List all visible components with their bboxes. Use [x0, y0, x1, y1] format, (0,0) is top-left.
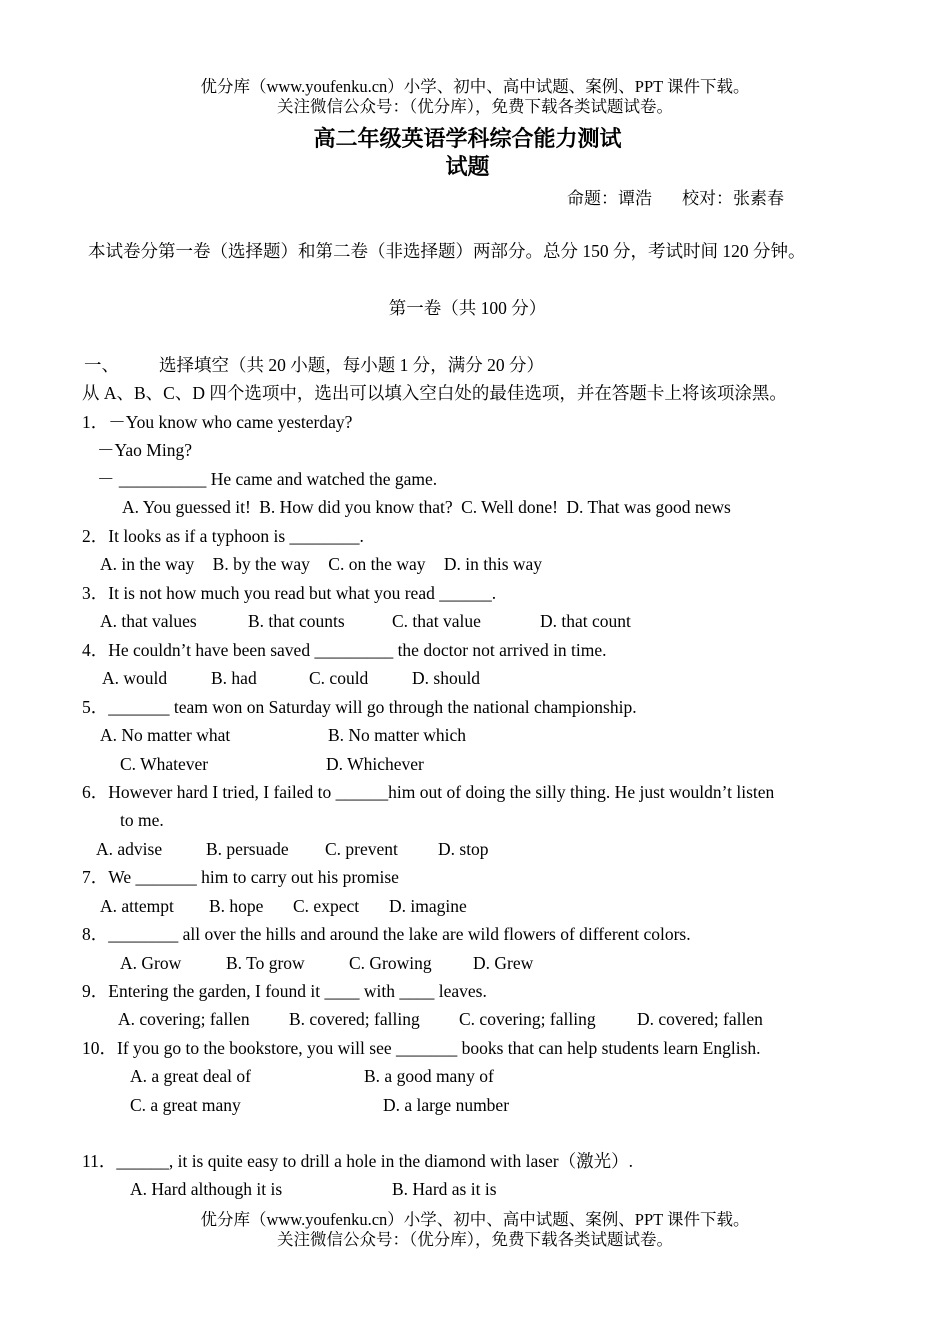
- option-c[interactable]: C. that value: [392, 611, 481, 631]
- option-d[interactable]: D. should: [412, 668, 481, 688]
- option-b[interactable]: B. by the way: [212, 554, 310, 574]
- question-11-option-a[interactable]: A. Hard although it is: [130, 1179, 283, 1199]
- question-1-line-2: －Yao Ming?: [97, 440, 192, 460]
- page-header: [0, 77, 950, 117]
- volume-title: 第一卷（共 100 分）: [388, 298, 547, 318]
- header-line-2: 关注微信公众号：（优分库），免费下载各类试题试卷。: [277, 97, 673, 116]
- question-1-line-1: 1．－You know who came yesterday?: [82, 412, 353, 432]
- option-b[interactable]: B. hope: [209, 896, 264, 916]
- question-11-stem: 11．______, it is quite easy to drill a hole in the diamond with laser（激光）.: [82, 1151, 634, 1171]
- option-d[interactable]: D. Grew: [473, 953, 534, 973]
- question-6-stem: 6．However hard I tried, I failed to ______him out of doing the silly thing. He just wouldn’t listen: [82, 782, 775, 802]
- question-11-option-b[interactable]: B. Hard as it is: [392, 1179, 497, 1199]
- page-footer: [0, 1210, 950, 1250]
- question-7-stem: 7．We _______ him to carry out his promise: [82, 867, 399, 887]
- question-2-options: [100, 553, 542, 575]
- question-10-option-a[interactable]: A. a great deal of: [130, 1066, 251, 1086]
- question-1-options: [122, 496, 731, 518]
- option-d[interactable]: D. in this way: [443, 554, 543, 574]
- option-d[interactable]: D. stop: [438, 839, 489, 859]
- option-c[interactable]: C. Well done!: [461, 497, 558, 517]
- question-4-stem: 4．He couldn’t have been saved _________ the doctor not arrived in time.: [82, 640, 607, 660]
- option-a[interactable]: A. covering; fallen: [118, 1009, 250, 1029]
- question-5-stem: 5．_______ team won on Saturday will go through the national championship.: [82, 697, 637, 717]
- question-7-options: [100, 895, 467, 917]
- setter: 命题：谭浩: [567, 189, 652, 208]
- question-3-options: [100, 610, 631, 632]
- option-b[interactable]: B. persuade: [206, 839, 289, 859]
- question-2-stem: 2．It looks as if a typhoon is ________.: [82, 526, 364, 546]
- option-b[interactable]: B. To grow: [226, 953, 305, 973]
- footer-line-2: 关注微信公众号：（优分库），免费下载各类试题试卷。: [277, 1230, 673, 1249]
- option-c[interactable]: C. covering; falling: [459, 1009, 596, 1029]
- question-9-options: [118, 1008, 763, 1030]
- question-1-line-3: － __________ He came and watched the game.: [97, 469, 438, 489]
- option-d[interactable]: D. that count: [540, 611, 631, 631]
- section-number: 一、: [84, 355, 119, 375]
- option-c[interactable]: C. could: [309, 668, 369, 688]
- question-10-stem: 10．If you go to the bookstore, you will see _______ books that can help students learn English.: [82, 1038, 761, 1058]
- authors: [567, 184, 784, 209]
- option-d[interactable]: D. imagine: [389, 896, 467, 916]
- option-a[interactable]: A. attempt: [100, 896, 174, 916]
- option-a[interactable]: A. Grow: [120, 953, 182, 973]
- question-5-option-c[interactable]: C. Whatever: [120, 754, 209, 774]
- question-10-option-d[interactable]: D. a large number: [383, 1095, 510, 1115]
- question-8-stem: 8．________ all over the hills and around the lake are wild flowers of different colors.: [82, 924, 691, 944]
- option-c[interactable]: C. expect: [293, 896, 360, 916]
- exam-subtitle: 试题: [445, 155, 490, 180]
- option-a[interactable]: A. that values: [100, 611, 197, 631]
- option-b[interactable]: B. covered; falling: [289, 1009, 420, 1029]
- option-d[interactable]: D. covered; fallen: [637, 1009, 763, 1029]
- option-c[interactable]: C. prevent: [325, 839, 398, 859]
- question-5-option-d[interactable]: D. Whichever: [326, 754, 424, 774]
- question-4-options: [102, 667, 480, 689]
- question-10-option-c[interactable]: C. a great many: [130, 1095, 241, 1115]
- exam-title: 高二年级英语学科综合能力测试: [313, 127, 622, 152]
- option-d[interactable]: D. That was good news: [566, 497, 731, 517]
- exam-intro: 本试卷分第一卷（选择题）和第二卷（非选择题）两部分。总分 150 分，考试时间 120 分钟。: [88, 241, 806, 261]
- option-a[interactable]: A. advise: [96, 839, 163, 859]
- option-c[interactable]: C. Growing: [349, 953, 432, 973]
- question-10-option-b[interactable]: B. a good many of: [364, 1066, 494, 1086]
- question-8-options: [120, 952, 533, 974]
- option-b[interactable]: B. that counts: [248, 611, 345, 631]
- section-instruction: 从 A、B、C、D 四个选项中，选出可以填入空白处的最佳选项，并在答题卡上将该项涂黑。: [82, 383, 787, 403]
- option-b[interactable]: B. How did you know that?: [259, 497, 453, 517]
- checker: 校对：张素春: [682, 189, 784, 208]
- option-a[interactable]: A. would: [102, 668, 168, 688]
- question-6-stem-continued: to me.: [120, 810, 164, 830]
- question-3-stem: 3．It is not how much you read but what you read ______.: [82, 583, 497, 603]
- question-5-option-a[interactable]: A. No matter what: [100, 725, 231, 745]
- section-title: 选择填空（共 20 小题，每小题 1 分，满分 20 分）: [159, 355, 544, 375]
- footer-line-1: 优分库（www.youfenku.cn）小学、初中、高中试题、案例、PPT 课件下载。: [200, 1210, 750, 1229]
- question-6-options: [96, 838, 489, 860]
- question-9-stem: 9．Entering the garden, I found it ____ with ____ leaves.: [82, 981, 487, 1001]
- header-line-1: 优分库（www.youfenku.cn）小学、初中、高中试题、案例、PPT 课件下载。: [200, 77, 750, 96]
- question-5-option-b[interactable]: B. No matter which: [328, 725, 467, 745]
- option-c[interactable]: C. on the way: [328, 554, 426, 574]
- option-a[interactable]: A. You guessed it!: [122, 497, 251, 517]
- option-b[interactable]: B. had: [211, 668, 257, 688]
- option-a[interactable]: A. in the way: [100, 554, 195, 574]
